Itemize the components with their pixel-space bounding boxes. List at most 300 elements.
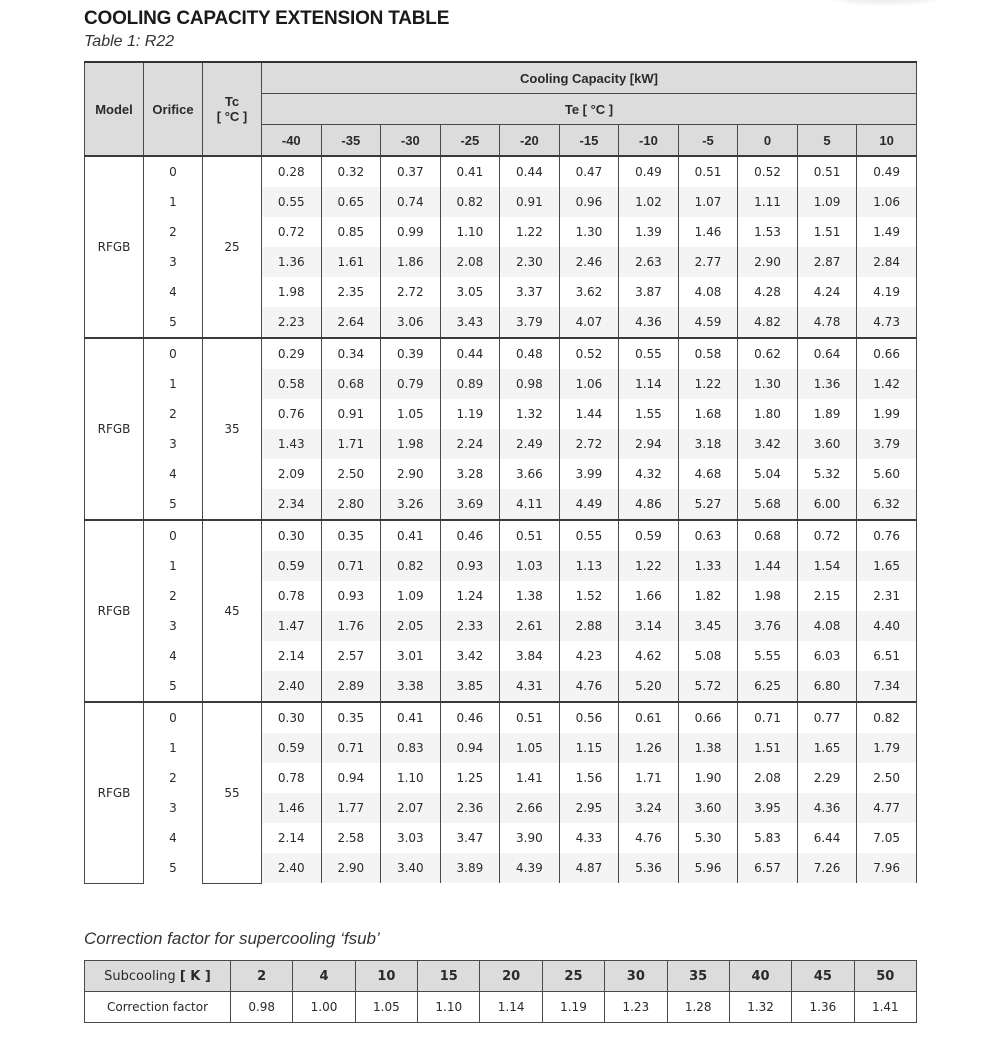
capacity-cell: 2.05 [381, 611, 441, 641]
capacity-cell: 0.35 [321, 702, 381, 733]
tc-cell: 55 [203, 702, 262, 883]
capacity-cell: 0.82 [381, 551, 441, 581]
capacity-cell: 2.35 [321, 277, 381, 307]
capacity-cell: 1.36 [262, 247, 322, 277]
capacity-cell: 1.44 [738, 551, 798, 581]
capacity-cell: 0.68 [321, 369, 381, 399]
capacity-cell: 2.50 [857, 763, 917, 793]
capacity-cell: 2.95 [559, 793, 619, 823]
capacity-cell: 1.61 [321, 247, 381, 277]
subcooling-value-cell: 4 [293, 961, 355, 992]
te-header-cell: 0 [738, 125, 798, 157]
capacity-cell: 4.08 [678, 277, 738, 307]
capacity-cell: 5.30 [678, 823, 738, 853]
capacity-cell: 0.76 [262, 399, 322, 429]
orifice-cell: 2 [144, 399, 203, 429]
capacity-cell: 1.44 [559, 399, 619, 429]
capacity-cell: 1.22 [678, 369, 738, 399]
capacity-cell: 0.41 [381, 702, 441, 733]
capacity-cell: 1.22 [500, 217, 560, 247]
document-title: COOLING CAPACITY EXTENSION TABLE [84, 8, 450, 29]
capacity-cell: 5.68 [738, 489, 798, 520]
capacity-cell: 3.28 [440, 459, 500, 489]
capacity-cell: 2.24 [440, 429, 500, 459]
capacity-cell: 1.22 [619, 551, 679, 581]
capacity-cell: 1.03 [500, 551, 560, 581]
capacity-cell: 3.84 [500, 641, 560, 671]
capacity-cell: 1.71 [619, 763, 679, 793]
capacity-cell: 4.87 [559, 853, 619, 883]
capacity-cell: 1.07 [678, 187, 738, 217]
capacity-cell: 3.01 [381, 641, 441, 671]
capacity-cell: 0.58 [678, 338, 738, 369]
orifice-cell: 5 [144, 307, 203, 338]
subcooling-value-cell: 45 [792, 961, 854, 992]
capacity-cell: 1.99 [857, 399, 917, 429]
capacity-cell: 3.95 [738, 793, 798, 823]
capacity-cell: 0.46 [440, 702, 500, 733]
capacity-cell: 0.30 [262, 520, 322, 551]
subcooling-value-cell: 35 [667, 961, 729, 992]
capacity-cell: 7.05 [857, 823, 917, 853]
subcooling-row [85, 961, 917, 992]
capacity-cell: 2.46 [559, 247, 619, 277]
capacity-cell: 2.89 [321, 671, 381, 702]
capacity-cell: 0.64 [797, 338, 857, 369]
capacity-cell: 0.39 [381, 338, 441, 369]
capacity-cell: 6.25 [738, 671, 798, 702]
te-header-cell: -25 [440, 125, 500, 157]
capacity-cell: 2.31 [857, 581, 917, 611]
orifice-cell: 0 [144, 338, 203, 369]
capacity-cell: 1.46 [262, 793, 322, 823]
correction-factor-cell: 1.41 [854, 992, 916, 1023]
capacity-cell: 0.66 [857, 338, 917, 369]
te-header-cell: -20 [500, 125, 560, 157]
capacity-cell: 0.62 [738, 338, 798, 369]
capacity-cell: 6.57 [738, 853, 798, 883]
capacity-cell: 0.49 [857, 156, 917, 187]
capacity-cell: 2.77 [678, 247, 738, 277]
capacity-cell: 5.32 [797, 459, 857, 489]
model-cell: RFGB [85, 702, 144, 883]
capacity-cell: 0.93 [321, 581, 381, 611]
capacity-cell: 0.79 [381, 369, 441, 399]
capacity-cell: 2.72 [559, 429, 619, 459]
correction-factor-cell: 1.14 [480, 992, 542, 1023]
capacity-cell: 1.43 [262, 429, 322, 459]
capacity-cell: 0.41 [440, 156, 500, 187]
capacity-cell: 2.50 [321, 459, 381, 489]
capacity-cell: 6.51 [857, 641, 917, 671]
capacity-cell: 1.47 [262, 611, 322, 641]
capacity-cell: 0.51 [500, 520, 560, 551]
correction-factor-cell: 1.28 [667, 992, 729, 1023]
capacity-cell: 0.83 [381, 733, 441, 763]
capacity-cell: 0.68 [738, 520, 798, 551]
header-te: Te [ °C ] [262, 94, 917, 125]
capacity-cell: 1.05 [381, 399, 441, 429]
orifice-cell: 4 [144, 459, 203, 489]
capacity-cell: 4.82 [738, 307, 798, 338]
capacity-cell: 0.66 [678, 702, 738, 733]
capacity-cell: 6.44 [797, 823, 857, 853]
capacity-cell: 4.36 [797, 793, 857, 823]
subcooling-value-cell: 10 [355, 961, 417, 992]
capacity-cell: 0.48 [500, 338, 560, 369]
capacity-cell: 2.57 [321, 641, 381, 671]
capacity-cell: 0.71 [321, 551, 381, 581]
capacity-cell: 0.65 [321, 187, 381, 217]
table-row [85, 520, 917, 551]
capacity-cell: 2.58 [321, 823, 381, 853]
orifice-cell: 5 [144, 853, 203, 883]
capacity-cell: 1.05 [500, 733, 560, 763]
orifice-cell: 3 [144, 429, 203, 459]
orifice-cell: 3 [144, 793, 203, 823]
capacity-cell: 3.69 [440, 489, 500, 520]
orifice-cell: 1 [144, 187, 203, 217]
capacity-cell: 7.34 [857, 671, 917, 702]
te-header-cell: -10 [619, 125, 679, 157]
capacity-cell: 0.91 [500, 187, 560, 217]
capacity-cell: 0.46 [440, 520, 500, 551]
capacity-cell: 1.68 [678, 399, 738, 429]
capacity-cell: 3.06 [381, 307, 441, 338]
capacity-cell: 1.19 [440, 399, 500, 429]
capacity-cell: 1.02 [619, 187, 679, 217]
capacity-cell: 2.08 [738, 763, 798, 793]
capacity-cell: 0.51 [500, 702, 560, 733]
capacity-cell: 0.89 [440, 369, 500, 399]
capacity-cell: 0.28 [262, 156, 322, 187]
capacity-cell: 6.80 [797, 671, 857, 702]
correction-factor-table [84, 960, 917, 1023]
orifice-cell: 2 [144, 581, 203, 611]
capacity-cell: 1.06 [559, 369, 619, 399]
model-cell: RFGB [85, 520, 144, 702]
capacity-cell: 7.96 [857, 853, 917, 883]
te-header-cell: -30 [381, 125, 441, 157]
orifice-cell: 2 [144, 763, 203, 793]
capacity-cell: 5.96 [678, 853, 738, 883]
subcooling-label: Subcooling [104, 968, 176, 984]
capacity-cell: 1.71 [321, 429, 381, 459]
capacity-cell: 2.64 [321, 307, 381, 338]
capacity-cell: 0.49 [619, 156, 679, 187]
capacity-cell: 1.82 [678, 581, 738, 611]
capacity-cell: 1.06 [857, 187, 917, 217]
capacity-cell: 0.74 [381, 187, 441, 217]
capacity-cell: 1.49 [857, 217, 917, 247]
capacity-cell: 0.82 [440, 187, 500, 217]
capacity-cell: 0.99 [381, 217, 441, 247]
subcooling-value-cell: 50 [854, 961, 916, 992]
orifice-cell: 1 [144, 369, 203, 399]
capacity-cell: 3.18 [678, 429, 738, 459]
capacity-cell: 1.55 [619, 399, 679, 429]
capacity-cell: 4.78 [797, 307, 857, 338]
capacity-cell: 3.60 [678, 793, 738, 823]
capacity-cell: 3.76 [738, 611, 798, 641]
capacity-cell: 4.86 [619, 489, 679, 520]
capacity-cell: 3.24 [619, 793, 679, 823]
table-row [85, 156, 917, 187]
capacity-cell: 3.03 [381, 823, 441, 853]
subcooling-value-cell: 2 [231, 961, 293, 992]
capacity-cell: 3.43 [440, 307, 500, 338]
subcooling-value-cell: 25 [542, 961, 604, 992]
capacity-cell: 0.78 [262, 763, 322, 793]
capacity-cell: 0.55 [619, 338, 679, 369]
orifice-cell: 3 [144, 611, 203, 641]
capacity-cell: 3.62 [559, 277, 619, 307]
capacity-cell: 0.71 [738, 702, 798, 733]
capacity-cell: 5.83 [738, 823, 798, 853]
capacity-cell: 4.77 [857, 793, 917, 823]
capacity-cell: 0.32 [321, 156, 381, 187]
capacity-cell: 4.07 [559, 307, 619, 338]
capacity-cell: 4.28 [738, 277, 798, 307]
capacity-cell: 0.94 [440, 733, 500, 763]
capacity-cell: 5.60 [857, 459, 917, 489]
capacity-cell: 3.42 [738, 429, 798, 459]
capacity-cell: 2.14 [262, 823, 322, 853]
capacity-cell: 4.40 [857, 611, 917, 641]
capacity-cell: 3.66 [500, 459, 560, 489]
capacity-cell: 0.29 [262, 338, 322, 369]
capacity-cell: 0.47 [559, 156, 619, 187]
capacity-cell: 5.04 [738, 459, 798, 489]
capacity-cell: 0.78 [262, 581, 322, 611]
capacity-cell: 3.37 [500, 277, 560, 307]
capacity-cell: 0.82 [857, 702, 917, 733]
capacity-cell: 6.03 [797, 641, 857, 671]
subcooling-value-cell: 15 [418, 961, 480, 992]
capacity-cell: 0.72 [797, 520, 857, 551]
subcooling-value-cell: 20 [480, 961, 542, 992]
capacity-cell: 1.51 [738, 733, 798, 763]
capacity-cell: 0.63 [678, 520, 738, 551]
orifice-cell: 0 [144, 156, 203, 187]
capacity-cell: 1.38 [678, 733, 738, 763]
capacity-cell: 1.86 [381, 247, 441, 277]
capacity-cell: 0.71 [321, 733, 381, 763]
correction-factor-cell: 1.36 [792, 992, 854, 1023]
capacity-cell: 0.58 [262, 369, 322, 399]
capacity-cell: 1.32 [500, 399, 560, 429]
cooling-capacity-table [84, 61, 917, 884]
capacity-cell: 1.09 [797, 187, 857, 217]
subcooling-value-cell: 30 [605, 961, 667, 992]
header-tc-label: Tc [224, 94, 240, 109]
capacity-cell: 4.73 [857, 307, 917, 338]
capacity-cell: 4.36 [619, 307, 679, 338]
capacity-cell: 1.41 [500, 763, 560, 793]
capacity-cell: 6.32 [857, 489, 917, 520]
capacity-cell: 3.60 [797, 429, 857, 459]
capacity-cell: 3.42 [440, 641, 500, 671]
table-caption: Table 1: R22 [84, 33, 175, 50]
capacity-cell: 0.76 [857, 520, 917, 551]
table-row [85, 338, 917, 369]
orifice-cell: 4 [144, 641, 203, 671]
capacity-cell: 0.72 [262, 217, 322, 247]
capacity-cell: 2.15 [797, 581, 857, 611]
capacity-cell: 1.98 [381, 429, 441, 459]
capacity-cell: 2.07 [381, 793, 441, 823]
capacity-cell: 1.77 [321, 793, 381, 823]
capacity-cell: 0.96 [559, 187, 619, 217]
capacity-cell: 0.93 [440, 551, 500, 581]
capacity-cell: 2.40 [262, 853, 322, 883]
capacity-cell: 2.08 [440, 247, 500, 277]
capacity-cell: 1.56 [559, 763, 619, 793]
capacity-cell: 0.77 [797, 702, 857, 733]
capacity-cell: 1.24 [440, 581, 500, 611]
capacity-cell: 1.65 [797, 733, 857, 763]
capacity-cell: 1.26 [619, 733, 679, 763]
capacity-cell: 1.15 [559, 733, 619, 763]
orifice-cell: 3 [144, 247, 203, 277]
capacity-cell: 2.80 [321, 489, 381, 520]
capacity-cell: 0.44 [440, 338, 500, 369]
orifice-cell: 4 [144, 277, 203, 307]
capacity-cell: 1.89 [797, 399, 857, 429]
header-tc [203, 62, 262, 156]
correction-factor-cell: 1.32 [729, 992, 791, 1023]
capacity-cell: 1.52 [559, 581, 619, 611]
orifice-cell: 1 [144, 733, 203, 763]
capacity-cell: 0.61 [619, 702, 679, 733]
te-header-cell: -35 [321, 125, 381, 157]
capacity-cell: 0.56 [559, 702, 619, 733]
capacity-cell: 5.27 [678, 489, 738, 520]
capacity-cell: 2.29 [797, 763, 857, 793]
orifice-cell: 0 [144, 520, 203, 551]
capacity-cell: 0.91 [321, 399, 381, 429]
te-header-cell: 5 [797, 125, 857, 157]
capacity-cell: 0.52 [738, 156, 798, 187]
orifice-cell: 5 [144, 489, 203, 520]
capacity-cell: 2.36 [440, 793, 500, 823]
capacity-cell: 2.66 [500, 793, 560, 823]
capacity-cell: 3.85 [440, 671, 500, 702]
capacity-cell: 1.98 [262, 277, 322, 307]
capacity-cell: 3.87 [619, 277, 679, 307]
capacity-cell: 1.53 [738, 217, 798, 247]
correction-factor-cell: 1.00 [293, 992, 355, 1023]
capacity-cell: 0.44 [500, 156, 560, 187]
capacity-cell: 4.76 [559, 671, 619, 702]
capacity-cell: 1.46 [678, 217, 738, 247]
capacity-cell: 0.37 [381, 156, 441, 187]
capacity-cell: 1.30 [559, 217, 619, 247]
te-header-cell: -15 [559, 125, 619, 157]
capacity-cell: 4.68 [678, 459, 738, 489]
capacity-cell: 1.33 [678, 551, 738, 581]
capacity-cell: 4.31 [500, 671, 560, 702]
correction-factor-label: Correction factor [85, 992, 231, 1023]
capacity-cell: 5.55 [738, 641, 798, 671]
header-model: Model [85, 62, 144, 156]
capacity-cell: 0.59 [262, 733, 322, 763]
capacity-cell: 3.26 [381, 489, 441, 520]
capacity-cell: 2.61 [500, 611, 560, 641]
te-header-cell: -40 [262, 125, 322, 157]
header-tc-unit: [ °C ] [216, 109, 248, 124]
correction-factor-cell: 1.10 [418, 992, 480, 1023]
capacity-cell: 1.11 [738, 187, 798, 217]
capacity-cell: 4.23 [559, 641, 619, 671]
capacity-cell: 5.36 [619, 853, 679, 883]
correction-factor-cell: 1.23 [605, 992, 667, 1023]
capacity-cell: 2.33 [440, 611, 500, 641]
orifice-cell: 2 [144, 217, 203, 247]
capacity-cell: 0.98 [500, 369, 560, 399]
capacity-cell: 2.94 [619, 429, 679, 459]
subcooling-header [85, 961, 231, 992]
capacity-cell: 2.30 [500, 247, 560, 277]
capacity-cell: 2.90 [381, 459, 441, 489]
capacity-cell: 3.89 [440, 853, 500, 883]
capacity-table-body [85, 156, 917, 883]
capacity-cell: 1.09 [381, 581, 441, 611]
capacity-cell: 1.42 [857, 369, 917, 399]
capacity-cell: 0.85 [321, 217, 381, 247]
header-cooling-capacity: Cooling Capacity [kW] [262, 62, 917, 94]
capacity-cell: 4.19 [857, 277, 917, 307]
capacity-cell: 1.65 [857, 551, 917, 581]
tc-cell: 35 [203, 338, 262, 520]
capacity-cell: 6.00 [797, 489, 857, 520]
capacity-cell: 3.14 [619, 611, 679, 641]
capacity-cell: 1.80 [738, 399, 798, 429]
model-cell: RFGB [85, 338, 144, 520]
orifice-cell: 5 [144, 671, 203, 702]
capacity-cell: 4.33 [559, 823, 619, 853]
te-header-cell: -5 [678, 125, 738, 157]
orifice-cell: 1 [144, 551, 203, 581]
capacity-cell: 4.49 [559, 489, 619, 520]
capacity-cell: 1.39 [619, 217, 679, 247]
table-row [85, 702, 917, 733]
capacity-cell: 0.35 [321, 520, 381, 551]
capacity-cell: 2.63 [619, 247, 679, 277]
capacity-cell: 2.14 [262, 641, 322, 671]
header-orifice: Orifice [144, 62, 203, 156]
capacity-cell: 5.20 [619, 671, 679, 702]
capacity-cell: 0.59 [619, 520, 679, 551]
capacity-cell: 1.14 [619, 369, 679, 399]
capacity-cell: 1.90 [678, 763, 738, 793]
capacity-cell: 3.79 [500, 307, 560, 338]
capacity-cell: 3.79 [857, 429, 917, 459]
capacity-cell: 1.79 [857, 733, 917, 763]
capacity-cell: 2.90 [321, 853, 381, 883]
correction-factor-cell: 1.19 [542, 992, 604, 1023]
orifice-cell: 4 [144, 823, 203, 853]
capacity-cell: 4.08 [797, 611, 857, 641]
correction-factor-row [85, 992, 917, 1023]
capacity-cell: 4.62 [619, 641, 679, 671]
capacity-cell: 0.34 [321, 338, 381, 369]
capacity-cell: 1.10 [381, 763, 441, 793]
capacity-cell: 1.30 [738, 369, 798, 399]
capacity-cell: 2.88 [559, 611, 619, 641]
capacity-cell: 0.30 [262, 702, 322, 733]
capacity-cell: 4.39 [500, 853, 560, 883]
